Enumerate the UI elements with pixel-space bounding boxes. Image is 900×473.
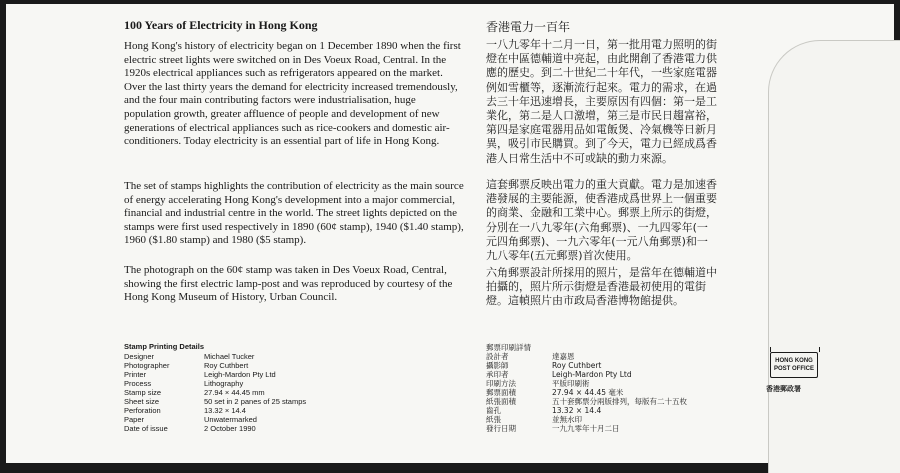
post-office-line-1: HONG KONG (775, 358, 813, 364)
post-office-chinese: 香港郵政署 (766, 385, 801, 393)
english-paragraph-2: The set of stamps highlights the contribution of electricity as the main source of energy accelerating Hong Kong's development into a major commercial, financial and industrial centre in the world. The street lights depicted on the stamps were first used respectively in 1890 (60¢ stamp), 1940 ($1.40 stamp), 1960 ($1.80 stamp) and 1980 ($5 stamp). (124, 180, 464, 247)
envelope-flap (768, 40, 900, 473)
english-paragraph-3: The photograph on the 60¢ stamp was taken in Des Voeux Road, Central, showing the first electric lamp-post and was reproduced by courtesy of the Hong Kong Museum of History, Urban Council. (124, 264, 453, 304)
chinese-paragraph-3: 六角郵票設計所採用的照片，是當年在德輔道中拍攝的，照片所示街燈是香港最初使用的電街燈。這幀照片由市政局香港博物館提供。 (486, 266, 717, 308)
chinese-details-title: 郵票印刷詳情 (486, 343, 531, 352)
chinese-title: 香港電力一百年 (486, 20, 571, 34)
english-paragraph-1: Hong Kong's history of electricity began on 1 December 1890 when the first electric street lights were switched on in Des Voeux Road, Central. In the 1920s electrical appliances such as refrigerators appeared on the market. Over the last thirty years the demand for electricity increased tremendously, and the four main contributing factors were industrialisation, huge population growth, greater affluence of people and development of new generations of electrical appliances such as rice-cookers and domestic air-conditioners. Today electricity is an essential part of life in Hong Kong. (124, 40, 461, 148)
chinese-paragraph-1: 一八九零年十二月一日，第一批用電力照明的街燈在中區德輔道中亮起，由此開創了香港電力供應的歷史。到二十世紀二十年代，一些家庭電器例如雪櫃等，逐漸流行起來。電力的需求，在過去三十年迅速增長，主要原因有四個：第一是工業化，第二是人口激增，第三是市民日趨富裕，第四是家庭電器用品如電飯煲、冷氣機等日新月異，吸引市民購買。到了今天，電力已經成爲香港人日常生活中不可或缺的動力來源。 (486, 38, 717, 165)
post-office-emblem (770, 352, 818, 378)
post-office-line-2: POST OFFICE (773, 366, 814, 372)
chinese-paragraph-2: 這套郵票反映出電力的重大貢獻。電力是加速香港發展的主要能源，使香港成爲世界上一個重要的商業、金融和工業中心。郵票上所示的街燈，分別在一八九零年(六角郵票)、一九四零年(一元四角郵票)、一九六零年(一元八角郵票)和一九八零年(五元郵票)首次使用。 (486, 178, 717, 263)
stamp-details-title: Stamp Printing Details (124, 342, 205, 351)
english-title: 100 Years of Electricity in Hong Kong (124, 18, 318, 32)
